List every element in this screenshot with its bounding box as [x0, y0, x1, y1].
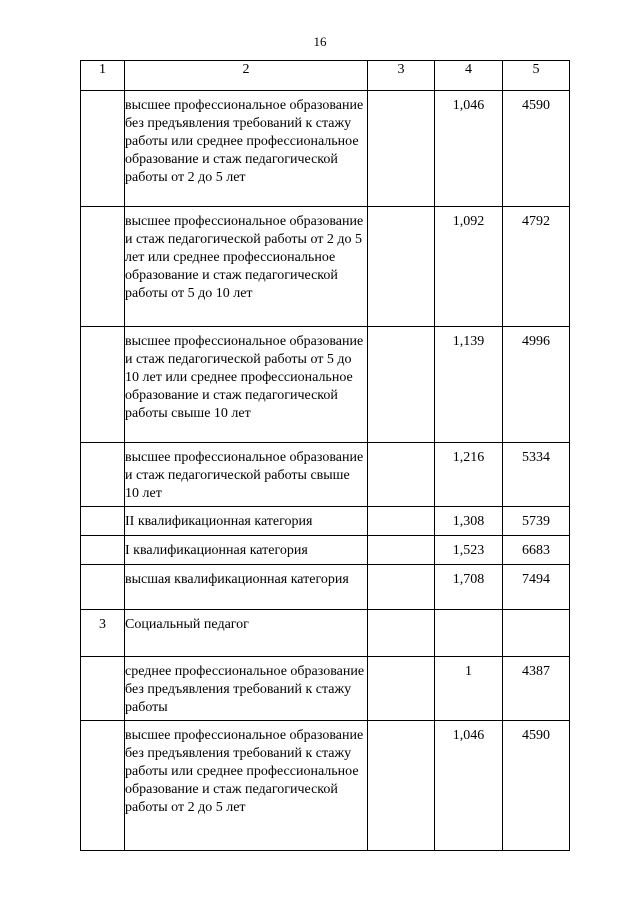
cell-salary: 7494: [503, 565, 570, 610]
cell-empty: [368, 565, 435, 610]
cell-description: высшее профессиональное образование и стаж педагогической работы свыше 10 лет: [125, 443, 368, 507]
cell-coefficient: 1,046: [435, 721, 503, 851]
cell-empty: [368, 443, 435, 507]
cell-description: высшее профессиональное образование без предъявления требований к стажу работы или среднее профессиональное образование и стаж педагогической работы от 2 до 5 лет: [125, 721, 368, 851]
cell-coefficient: 1: [435, 657, 503, 721]
cell-number: [81, 565, 125, 610]
cell-coefficient: 1,708: [435, 565, 503, 610]
cell-empty: [368, 507, 435, 536]
cell-empty: [368, 610, 435, 657]
cell-number: [81, 443, 125, 507]
cell-number: [81, 657, 125, 721]
cell-salary: 5739: [503, 507, 570, 536]
header-cell-2: 2: [125, 61, 368, 91]
cell-coefficient: [435, 610, 503, 657]
cell-empty: [368, 327, 435, 443]
cell-coefficient: 1,308: [435, 507, 503, 536]
cell-description: высшая квалификационная категория: [125, 565, 368, 610]
cell-salary: 6683: [503, 536, 570, 565]
cell-empty: [368, 207, 435, 327]
header-cell-4: 4: [435, 61, 503, 91]
cell-number: [81, 207, 125, 327]
cell-salary: 4792: [503, 207, 570, 327]
cell-empty: [368, 721, 435, 851]
cell-empty: [368, 91, 435, 207]
cell-salary: 4996: [503, 327, 570, 443]
cell-number: [81, 721, 125, 851]
cell-coefficient: 1,523: [435, 536, 503, 565]
cell-description: высшее профессиональное образование без предъявления требований к стажу работы или среднее профессиональное образование и стаж педагогической работы от 2 до 5 лет: [125, 91, 368, 207]
cell-description: высшее профессиональное образование и стаж педагогической работы от 5 до 10 лет или среднее профессиональное образование и стаж педагогической работы свыше 10 лет: [125, 327, 368, 443]
cell-empty: [368, 536, 435, 565]
cell-description: Социальный педагог: [125, 610, 368, 657]
table-row: [81, 207, 570, 327]
cell-description: I квалификационная категория: [125, 536, 368, 565]
table-row: [81, 565, 570, 610]
table-row: [81, 657, 570, 721]
table-row: [81, 536, 570, 565]
table-header-row: [81, 61, 570, 91]
cell-description: среднее профессиональное образование без предъявления требований к стажу работы: [125, 657, 368, 721]
header-cell-3: 3: [368, 61, 435, 91]
cell-coefficient: 1,092: [435, 207, 503, 327]
table-row: [81, 91, 570, 207]
table-row: [81, 721, 570, 851]
cell-number: [81, 91, 125, 207]
table-row: [81, 443, 570, 507]
cell-salary: 5334: [503, 443, 570, 507]
table-row: [81, 327, 570, 443]
cell-number: 3: [81, 610, 125, 657]
cell-empty: [368, 657, 435, 721]
cell-salary: 4590: [503, 721, 570, 851]
header-cell-5: 5: [503, 61, 570, 91]
cell-coefficient: 1,139: [435, 327, 503, 443]
cell-description: II квалификационная категория: [125, 507, 368, 536]
cell-number: [81, 327, 125, 443]
cell-salary: 4387: [503, 657, 570, 721]
table-row: [81, 507, 570, 536]
cell-salary: 4590: [503, 91, 570, 207]
cell-coefficient: 1,046: [435, 91, 503, 207]
cell-number: [81, 536, 125, 565]
cell-coefficient: 1,216: [435, 443, 503, 507]
cell-description: высшее профессиональное образование и стаж педагогической работы от 2 до 5 лет или среднее профессиональное образование и стаж педагогической работы от 5 до 10 лет: [125, 207, 368, 327]
cell-salary: [503, 610, 570, 657]
header-cell-1: 1: [81, 61, 125, 91]
cell-number: [81, 507, 125, 536]
salary-coefficient-table: [80, 60, 570, 851]
page-number: 16: [313, 34, 327, 49]
table-row-section: [81, 610, 570, 657]
